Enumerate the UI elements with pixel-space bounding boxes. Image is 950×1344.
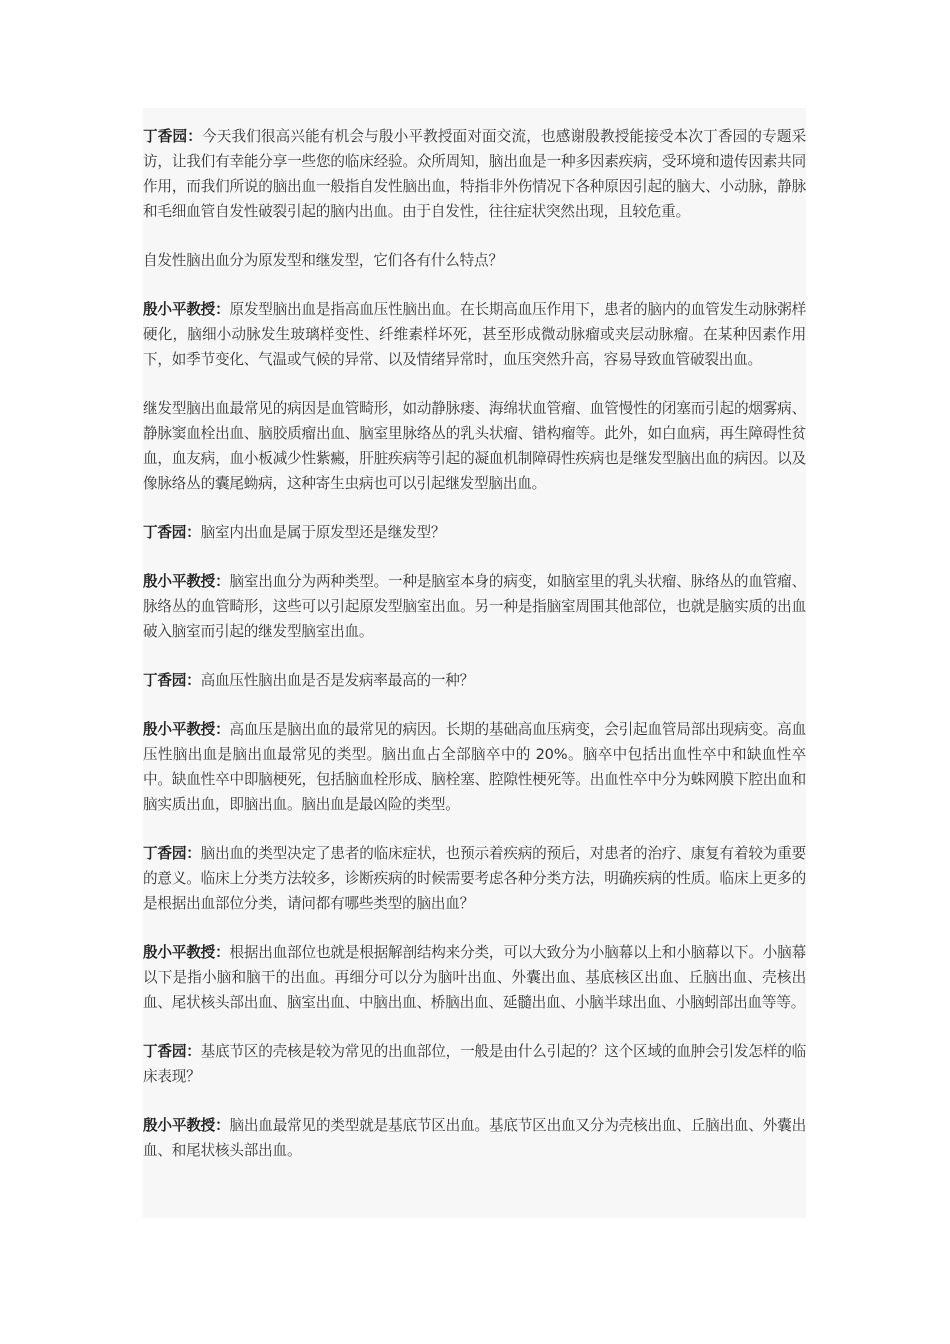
paragraph-text: 高血压是脑出血的最常见的病因。长期的基础高血压病变，会引起血管局部出现病变。高血压性脑出血是脑出血最常见的类型。脑出血占全部脑卒中的 20%。脑卒中包括出血性卒中和缺血性卒中。缺血性卒中即脑梗死，包括脑血栓形成、脑栓塞、腔隙性梗死等。出血性卒中分为蛛网膜下腔出血和脑实质出血，即脑出血。脑出血是最凶险的类型。 xyxy=(143,721,806,813)
speaker-label: 殷小平教授： xyxy=(143,573,230,590)
paragraph-6 xyxy=(143,569,806,644)
paragraph-2 xyxy=(143,248,806,273)
paragraph-text: 今天我们很高兴能有机会与殷小平教授面对面交流，也感谢殷教授能接受本次丁香园的专题采访，让我们有幸能分享一些您的临床经验。众所周知，脑出血是一种多因素疾病，受环境和遗传因素共同作用，而我们所说的脑出血一般指自发性脑出血，特指非外伤情况下各种原因引起的脑大、小动脉，静脉和毛细血管自发性破裂引起的脑内出血。由于自发性，往往症状突然出现，且较危重。 xyxy=(143,128,806,220)
speaker-label: 殷小平教授： xyxy=(143,944,230,961)
paragraph-5 xyxy=(143,520,806,545)
speaker-label: 殷小平教授： xyxy=(143,721,230,738)
paragraph-text: 继发型脑出血最常见的病因是血管畸形，如动静脉瘘、海绵状血管瘤、血管慢性的闭塞而引起的烟雾病、静脉窦血栓出血、脑胶质瘤出血、脑室里脉络丛的乳头状瘤、错构瘤等。此外，如白血病，再生障碍性贫血，血友病，血小板减少性紫癜，肝脏疾病等引起的凝血机制障碍性疾病也是继发型脑出血的病因。以及像脉络丛的囊尾蚴病，这种寄生虫病也可以引起继发型脑出血。 xyxy=(143,400,806,492)
paragraph-text: 高血压性脑出血是否是发病率最高的一种？ xyxy=(200,672,475,689)
paragraph-3 xyxy=(143,297,806,372)
speaker-label: 丁香园： xyxy=(143,672,201,689)
paragraph-text: 根据出血部位也就是根据解剖结构来分类，可以大致分为小脑幕以上和小脑幕以下。小脑幕以下是指小脑和脑干的出血。再细分可以分为脑叶出血、外囊出血、基底核区出血、丘脑出血、壳核出血、尾状核头部出血、脑室出血、中脑出血、桥脑出血、延髓出血、小脑半球出血、小脑蚓部出血等等。 xyxy=(143,944,806,1011)
paragraph-text: 脑室内出血是属于原发型还是继发型？ xyxy=(200,524,446,541)
paragraph-text: 脑出血的类型决定了患者的临床症状，也预示着疾病的预后，对患者的治疗、康复有着较为重要的意义。临床上分类方法较多，诊断疾病的时候需要考虑各种分类方法，明确疾病的性质。临床上更多的是根据出血部位分类，请问都有哪些类型的脑出血？ xyxy=(143,845,806,912)
paragraph-8 xyxy=(143,717,806,817)
paragraph-text: 脑室出血分为两种类型。一种是脑室本身的病变，如脑室里的乳头状瘤、脉络丛的血管瘤、脉络丛的血管畸形，这些可以引起原发型脑室出血。另一种是指脑室周围其他部位，也就是脑实质的出血破入脑室而引起的继发型脑室出血。 xyxy=(143,573,806,640)
paragraph-text: 自发性脑出血分为原发型和继发型，它们各有什么特点？ xyxy=(143,252,503,269)
speaker-label: 丁香园： xyxy=(143,1043,201,1060)
paragraph-text: 基底节区的壳核是较为常见的出血部位，一般是由什么引起的？这个区域的血肿会引发怎样的临床表现？ xyxy=(143,1043,806,1085)
speaker-label: 丁香园： xyxy=(143,128,202,145)
speaker-label: 丁香园： xyxy=(143,845,201,862)
paragraph-11 xyxy=(143,1039,806,1089)
speaker-label: 殷小平教授： xyxy=(143,1117,230,1134)
paragraph-9 xyxy=(143,841,806,916)
paragraph-text: 原发型脑出血是指高血压性脑出血。在长期高血压作用下，患者的脑内的血管发生动脉粥样硬化，脑细小动脉发生玻璃样变性、纤维素样坏死，甚至形成微动脉瘤或夹层动脉瘤。在某种因素作用下，如季节变化、气温或气候的异常、以及情绪异常时，血压突然升高，容易导致血管破裂出血。 xyxy=(143,301,806,368)
paragraph-4 xyxy=(143,396,806,496)
paragraph-1 xyxy=(143,124,806,224)
paragraph-10 xyxy=(143,940,806,1015)
paragraph-12 xyxy=(143,1113,806,1163)
interview-text-block xyxy=(143,108,806,1218)
paragraph-7 xyxy=(143,668,806,693)
paragraph-text: 脑出血最常见的类型就是基底节区出血。基底节区出血又分为壳核出血、丘脑出血、外囊出血、和尾状核头部出血。 xyxy=(143,1117,806,1159)
speaker-label: 丁香园： xyxy=(143,524,201,541)
speaker-label: 殷小平教授： xyxy=(143,301,230,318)
